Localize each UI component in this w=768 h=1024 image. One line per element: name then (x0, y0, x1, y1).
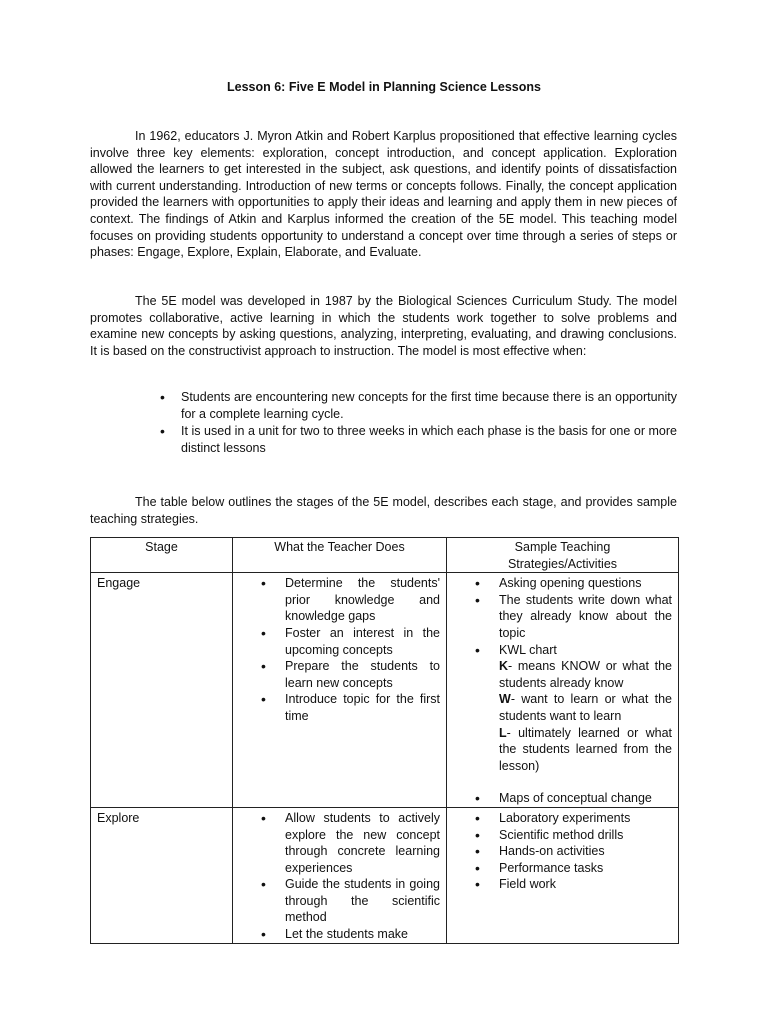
paragraph-table-intro: The table below outlines the stages of the 5E model, describes each stage, and provides sample teaching strategies. (90, 495, 677, 526)
effective-when-list (160, 389, 677, 457)
list-item: • Guide the students in going through the scientific method (261, 876, 440, 926)
list-item: • Determine the students' prior knowledge and knowledge gaps (261, 575, 440, 625)
list-item: • Introduce topic for the first time (261, 691, 440, 724)
list-item: • The students write down what they already know about the topic (475, 592, 672, 642)
list-item: • Performance tasks (475, 860, 672, 877)
list-item: • Field work (475, 876, 672, 893)
stages-table (90, 537, 679, 944)
list-item: • Scientific method drills (475, 827, 672, 844)
lesson-title: Lesson 6: Five E Model in Planning Science Lessons (227, 80, 541, 94)
stage-explore: Explore (91, 807, 233, 943)
list-item: • Hands-on activities (475, 843, 672, 860)
table-row (91, 807, 679, 943)
list-item: • Students are encountering new concepts for the first time because there is an opportunity for a complete learning cycle. (160, 389, 677, 422)
list-item: • Prepare the students to learn new concepts (261, 658, 440, 691)
table-header-row (91, 538, 679, 573)
list-item: • Maps of conceptual change (475, 790, 672, 807)
header-teacher: What the Teacher Does (233, 538, 447, 573)
list-item: • Let the students make (261, 926, 440, 943)
engage-strategies-cell (447, 573, 679, 808)
table-row (91, 573, 679, 808)
header-strategies: Sample Teaching Strategies/Activities (447, 538, 679, 573)
explore-teacher-cell (233, 807, 447, 943)
engage-teacher-cell (233, 573, 447, 808)
list-item: • Foster an interest in the upcoming concepts (261, 625, 440, 658)
list-item (475, 642, 672, 791)
list-item: • It is used in a unit for two to three weeks in which each phase is the basis for one or more distinct lessons (160, 423, 677, 456)
paragraph-history: In 1962, educators J. Myron Atkin and Robert Karplus propositioned that effective learning cycles involve three key elements: exploration, concept introduction, and concept application. Exploration allowed the learners to get interested in the subject, ask questions, and identify points of dissatisfaction with current understanding. Introduction of new terms or concepts follows. Finally, the concept application provided the learners with opportunities to apply their ideas and learning and apply them in new pieces of context. The findings of Atkin and Karplus informed the creation of the 5E model. This teaching model focuses on providing students opportunity to understand a concept over time through a series of steps or phases: Engage, Explore, Explain, Elaborate, and Evaluate. (90, 129, 677, 260)
stage-engage: Engage (91, 573, 233, 808)
kwl-heading: KWL chart (499, 642, 557, 657)
kwl-w: W- want to learn or what the students want to learn (499, 692, 672, 723)
header-stage: Stage (91, 538, 233, 573)
list-item: • Asking opening questions (475, 575, 672, 592)
kwl-l: L- ultimately learned or what the students learned from the lesson) (499, 725, 672, 773)
list-item: • Allow students to actively explore the new concept through concrete learning experiences (261, 810, 440, 876)
list-item: • Laboratory experiments (475, 810, 672, 827)
kwl-k: K- means KNOW or what the students already know (499, 659, 672, 690)
paragraph-5e-model: The 5E model was developed in 1987 by the Biological Sciences Curriculum Study. The model promotes collaborative, active learning in which the students work together to solve problems and examine new concepts by asking questions, analyzing, interpreting, evaluating, and drawing conclusions. It is based on the constructivist approach to instruction. The model is most effective when: (90, 294, 677, 358)
explore-strategies-cell (447, 807, 679, 943)
